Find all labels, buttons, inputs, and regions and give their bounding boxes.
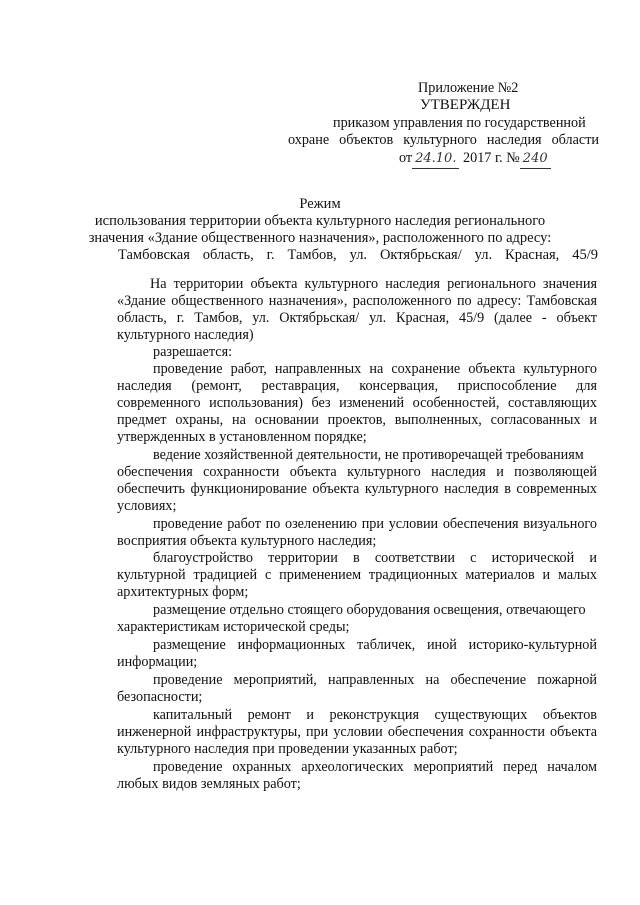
item-7-line-1: проведение мероприятий, направленных на обеспечение пожарной xyxy=(153,672,597,688)
item-9-line-1: проведение охранных археологических мероприятий перед началом xyxy=(153,759,597,775)
item-1-line-2: наследия (ремонт, реставрация, консервация, приспособление для xyxy=(117,378,597,394)
title-line-4: Тамбовская область, г. Тамбов, ул. Октябрьская/ ул. Красная, 45/9 xyxy=(118,247,598,263)
item-5-line-2: характеристикам исторической среды; xyxy=(117,619,350,635)
order-date-line xyxy=(399,150,551,169)
item-1-line-4: предмет охраны, на основании проектов, выполненных, согласованных и xyxy=(117,412,597,428)
item-3-line-2: восприятия объекта культурного наследия; xyxy=(117,533,377,549)
title-line-3: значения «Здание общественного назначения», расположенного по адресу: xyxy=(88,230,552,246)
item-3-line-1: проведение работ по озеленению при условии обеспечения визуального xyxy=(153,516,597,532)
order-line-1: приказом управления по государственной xyxy=(333,115,586,131)
date-prefix: от xyxy=(399,150,413,166)
number-prefix: № xyxy=(506,150,520,166)
item-1-line-3: современного использования) без изменений особенностей, составляющих xyxy=(117,395,597,411)
item-4-line-2: культурной традицией с применением традиционных материалов и малых xyxy=(117,567,597,583)
order-year: 2017 г. xyxy=(463,150,503,166)
title-line-2: использования территории объекта культурного наследия регионального xyxy=(94,213,546,229)
item-5-line-1: размещение отдельно стоящего оборудования освещения, отвечающего xyxy=(153,602,586,618)
item-2-line-2: обеспечения сохранности объекта культурного наследия и позволяющей xyxy=(117,464,597,480)
item-6-line-2: информации; xyxy=(117,654,198,670)
item-4-line-3: архитектурных форм; xyxy=(117,584,249,600)
p1-line-4: культурного наследия) xyxy=(117,327,254,343)
item-7-line-2: безопасности; xyxy=(117,689,203,705)
item-1-line-5: утвержденных в установленном порядке; xyxy=(117,429,367,445)
p1-line-1: На территории объекта культурного наследия регионального значения xyxy=(150,276,597,292)
item-9-line-2: любых видов земляных работ; xyxy=(117,776,301,792)
order-line-2: охране объектов культурного наследия области xyxy=(288,132,599,148)
item-8-line-2: инженерной инфраструктуры, при условии обеспечения сохранности объекта xyxy=(117,724,597,740)
item-4-line-1: благоустройство территории в соответствии с исторической и xyxy=(153,550,597,566)
item-6-line-1: размещение информационных табличек, иной историко-культурной xyxy=(153,637,597,653)
item-8-line-3: культурного наследия при проведении указанных работ; xyxy=(117,741,458,757)
item-2-line-3: обеспечить функционирование объекта культурного наследия в современных xyxy=(117,481,597,497)
item-8-line-1: капитальный ремонт и реконструкция существующих объектов xyxy=(153,707,597,723)
appendix-label: Приложение №2 xyxy=(418,80,519,96)
item-1-line-1: проведение работ, направленных на сохранение объекта культурного xyxy=(153,361,597,377)
approved-label: УТВЕРЖДЕН xyxy=(420,97,511,113)
handwritten-date: 24.10. xyxy=(412,150,459,169)
item-2-line-1: ведение хозяйственной деятельности, не противоречащей требованиям xyxy=(153,447,584,463)
allowed-label: разрешается: xyxy=(153,344,233,360)
p1-line-2: «Здание общественного назначения», расположенного по адресу: Тамбовская xyxy=(117,293,597,309)
title-regime: Режим xyxy=(299,196,341,212)
handwritten-number: 240 xyxy=(520,150,551,169)
item-2-line-4: условиях; xyxy=(117,498,177,514)
p1-line-3: область, г. Тамбов, ул. Октябрьская/ ул. Красная, 45/9 (далее - объект xyxy=(117,310,597,326)
